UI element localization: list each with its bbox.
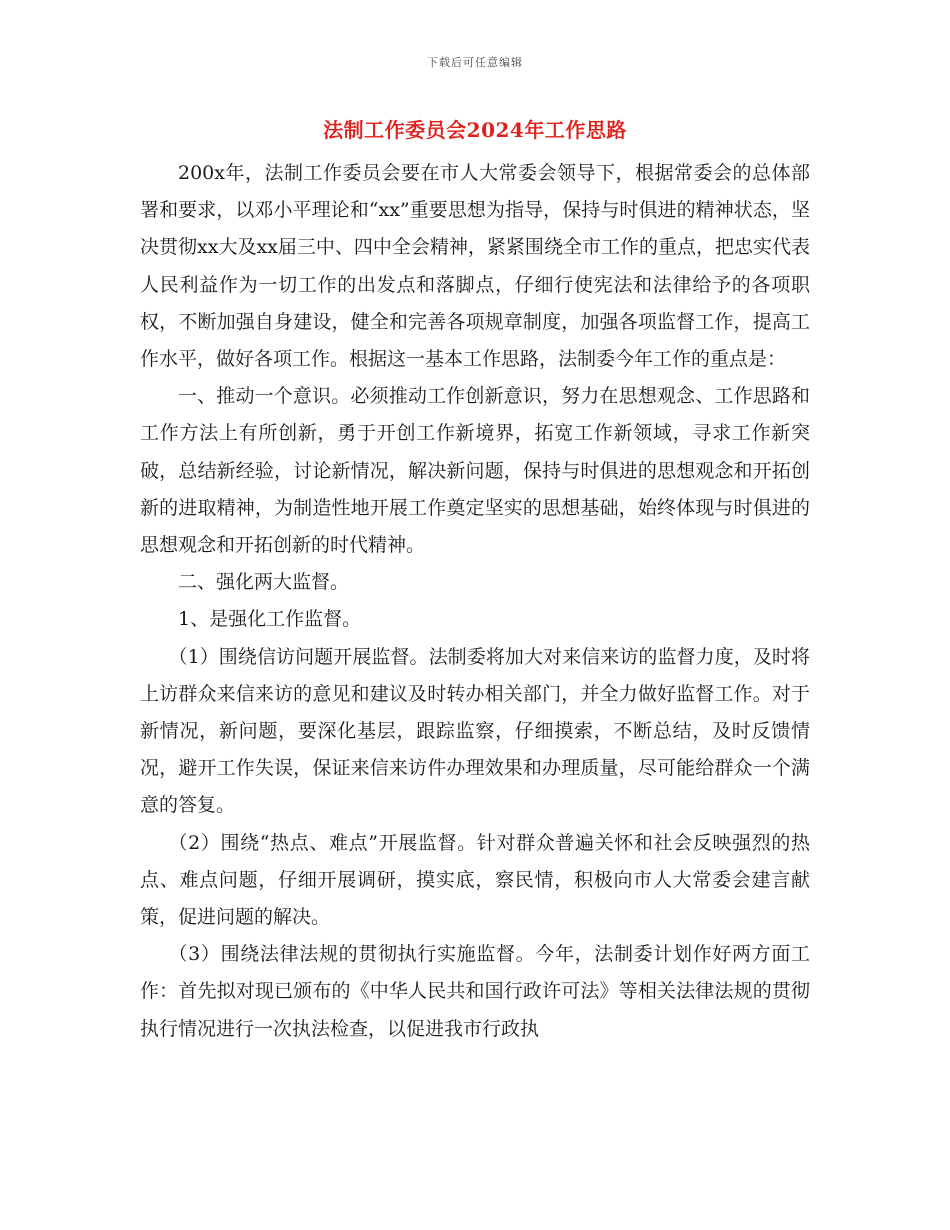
paragraph-item-1: 1、是强化工作监督。 (178, 608, 362, 631)
document-title: 法制工作委员会2024年工作思路 (323, 118, 627, 142)
paragraph-section-1: 一、推动一个意识。必须推动工作创新意识，努力在思想观念、工作思路和工作方法上有所创新，勇于开创工作新境界，拓宽工作新领域，寻求工作新突破，总结新经验，讨论新情况，解决新问题，保持与时俱进的思想观念和开拓创新的进取精神，为制造性地开展工作奠定坚实的思想基础，始终体现与时俱进的思想观念和开拓创新的时代精神。 (140, 385, 810, 557)
paragraph-section-2-heading: 二、强化两大监督。 (178, 571, 350, 594)
paragraph-item-1-3: （3）围绕法律法规的贯彻执行实施监督。今年，法制委计划作好两方面工作：首先拟对现已颁布的《中华人民共和国行政许可法》等相关法律法规的贯彻执行情况进行一次执法检查，以促进我市行政执 (140, 943, 810, 1040)
paragraph-item-1-1: （1）围绕信访问题开展监督。法制委将加大对来信来访的监督力度，及时将上访群众来信来访的意见和建议及时转办相关部门，并全力做好监督工作。对于新情况，新问题，要深化基层，跟踪监察，仔细摸索，不断总结，及时反馈情况，避开工作失误，保证来信来访件办理效果和办理质量，尽可能给群众一个满意的答复。 (140, 645, 810, 817)
paragraph-intro: 200x年，法制工作委员会要在市人大常委会领导下，根据常委会的总体部署和要求，以邓小平理论和“xx”重要思想为指导，保持与时俱进的精神状态，坚决贯彻xx大及xx届三中、四中全会精神，紧紧围绕全市工作的重点，把忠实代表人民利益作为一切工作的出发点和落脚点，仔细行使宪法和法律给予的各项职权，不断加强自身建设，健全和完善各项规章制度，加强各项监督工作，提高工作水平，做好各项工作。根据这一基本工作思路，法制委今年工作的重点是： (140, 162, 810, 371)
document-body (140, 155, 810, 1048)
paragraph-item-1-2: （2）围绕“热点、难点”开展监督。针对群众普遍关怀和社会反映强烈的热点、难点问题，仔细开展调研，摸实底，察民情，积极向市人大常委会建言献策，促进问题的解决。 (140, 831, 810, 929)
header-note: 下载后可任意编辑 (427, 56, 523, 69)
